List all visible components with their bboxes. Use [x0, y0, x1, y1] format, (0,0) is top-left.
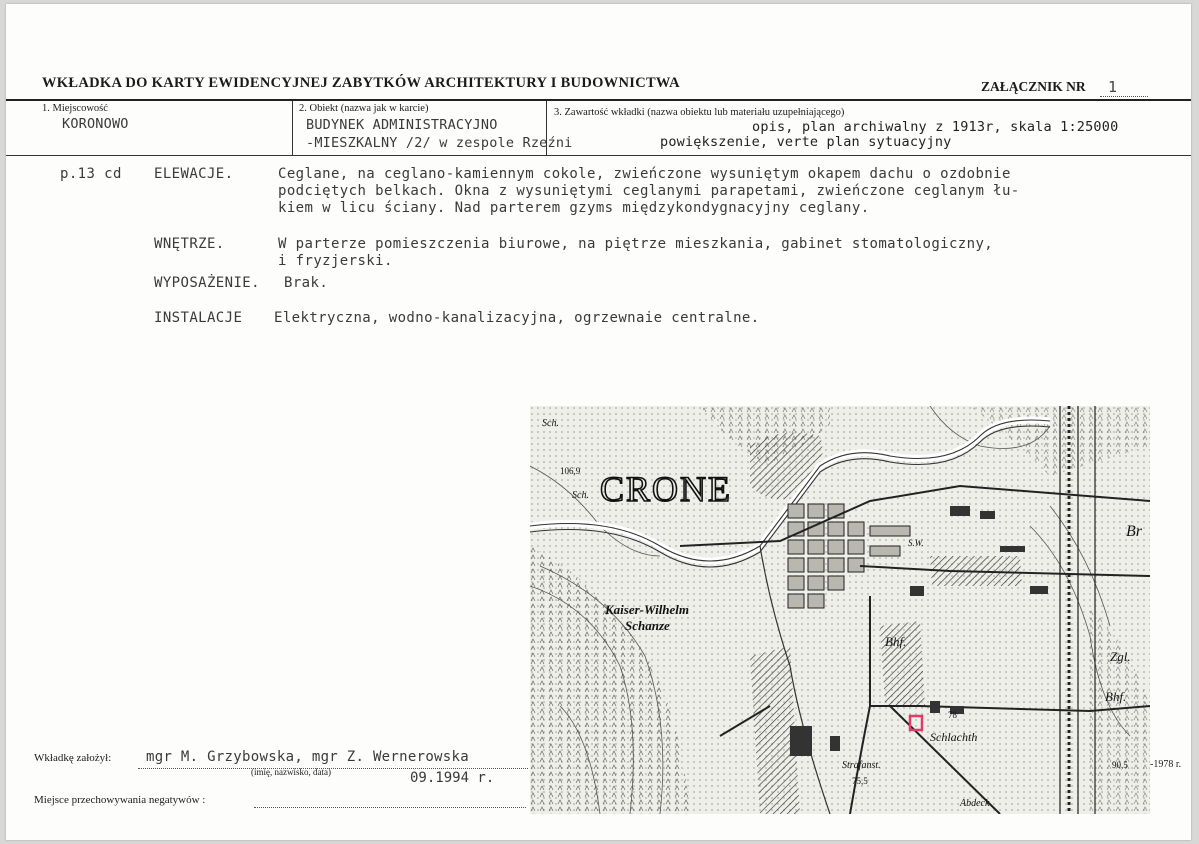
attachment-label: ZAŁĄCZNIK NR	[981, 79, 1086, 94]
author-dotline	[138, 768, 528, 769]
section-text-elevations-1: Ceglane, na ceglano-kamiennym cokole, zwieńczone wysuniętym okapem dachu o ozdobnie	[278, 166, 1011, 182]
contents-value-line1: opis, plan archiwalny z 1913r, skala 1:25000	[752, 119, 1119, 135]
section-label-installations: INSTALACJE	[154, 310, 243, 326]
contents-label: 3. Zawartość wkładki (nazwa obiektu lub materiału uzupełniającego)	[554, 107, 845, 118]
author-value: mgr M. Grzybowska, mgr Z. Wernerowska	[146, 749, 469, 765]
object-value-line2: -MIESZKALNY /2/ w zespole Rzeźni	[306, 135, 573, 151]
attachment-number-dotline	[1100, 96, 1148, 97]
section-label-interior: WNĘTRZE.	[154, 236, 225, 252]
archival-map-1913	[530, 406, 1150, 814]
fields-rule	[6, 155, 1191, 156]
map-elevation-1: 106,9	[560, 466, 581, 476]
map-brick-label: Zgl.	[1110, 649, 1131, 664]
map-elevation-2: 78	[948, 710, 957, 720]
object-value-line1: BUDYNEK ADMINISTRACYJNO	[306, 117, 498, 133]
author-label: Wkładkę założył:	[34, 752, 112, 764]
place-label: 1. Miejscowość	[42, 103, 108, 114]
author-hint: (imię, nazwisko, data)	[251, 767, 331, 777]
section-text-elevations-3: kiem w licu ściany. Nad parterem gzyms międzykondygnacyjny ceglany.	[278, 200, 870, 216]
map-station-label-2: Bhf.	[1105, 689, 1127, 704]
map-sch-label-2: Sch.	[572, 490, 589, 501]
contents-value-line2: powiększenie, verte plan sytuacyjny	[660, 134, 952, 150]
section-text-interior-2: i fryzjerski.	[278, 253, 393, 269]
attachment-number: 1	[1108, 78, 1118, 96]
year-note: -1978 r.	[1150, 759, 1182, 770]
place-value: KORONOWO	[62, 116, 129, 132]
map-elevation-3: 75,5	[852, 776, 868, 786]
section-label-equipment: WYPOSAŻENIE.	[154, 275, 260, 291]
header-rule	[6, 99, 1191, 101]
negatives-location-dotline	[254, 807, 526, 808]
object-label: 2. Obiekt (nazwa jak w karcie)	[299, 103, 429, 114]
field-divider-1	[292, 101, 293, 156]
map-town-label: CRONE	[600, 469, 733, 509]
section-label-elevations: ELEWACJE.	[154, 166, 234, 182]
map-sch-label-1: Sch.	[542, 418, 559, 429]
section-text-equipment: Brak.	[284, 275, 329, 291]
negatives-location-label: Miejsce przechowywania negatywów :	[34, 794, 206, 806]
map-sw-label: S.W.	[908, 538, 924, 548]
map-elevation-4: 90,5	[1112, 760, 1128, 770]
section-text-elevations-2: podciętych belkach. Okna z wysuniętymi ceglanymi parapetami, zwieńczone ceglanym łu-	[278, 183, 1020, 199]
card-title: WKŁADKA DO KARTY EWIDENCYJNEJ ZABYTKÓW ARCHITEKTURY I BUDOWNICTWA	[42, 75, 680, 91]
map-prison-label: Strafanst.	[842, 760, 881, 771]
author-date: 09.1994 r.	[410, 770, 495, 786]
map-fortress-label-2: Schanze	[625, 618, 670, 633]
page-reference: p.13 cd	[60, 166, 122, 182]
section-text-installations: Elektryczna, wodno-kanalizacyjna, ogrzewnaie centralne.	[274, 310, 760, 326]
map-slaughterhouse-label: Schlachth	[930, 730, 978, 744]
map-station-label-1: Bhf.	[885, 634, 907, 649]
map-br-label: Br	[1126, 523, 1142, 540]
inventory-card-sheet	[6, 4, 1191, 840]
map-fortress-label-1: Kaiser-Wilhelm	[605, 602, 690, 617]
map-abdeck-label: Abdeck	[960, 798, 990, 809]
section-text-interior-1: W parterze pomieszczenia biurowe, na piętrze mieszkania, gabinet stomatologiczny,	[278, 236, 994, 252]
